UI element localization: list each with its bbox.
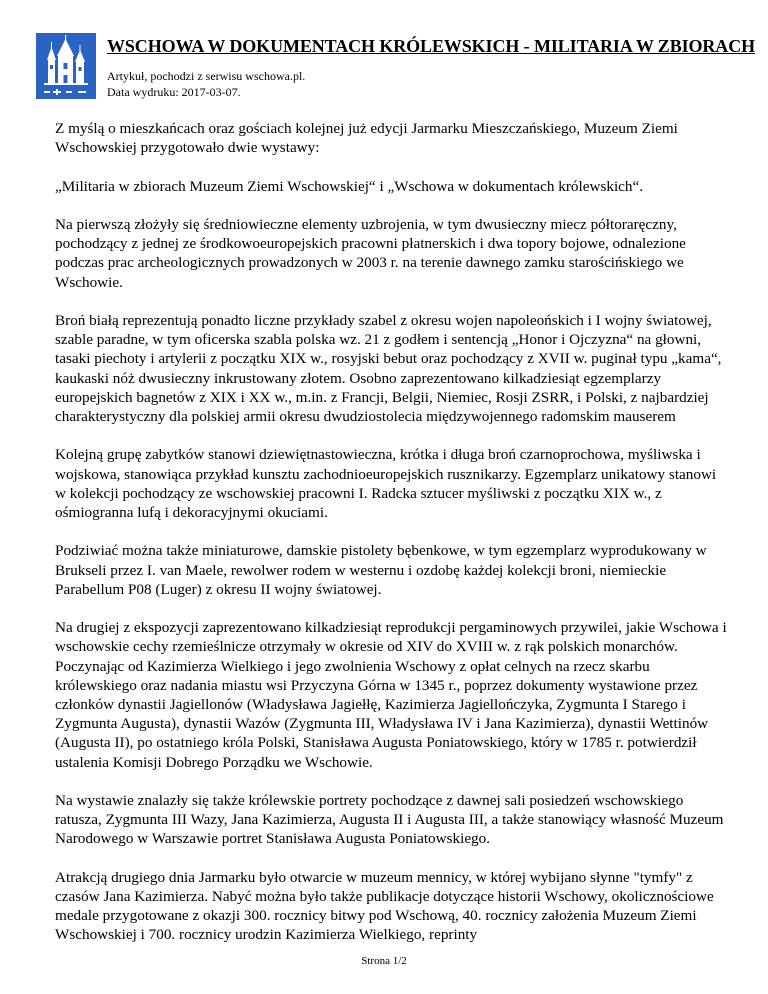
source-line: Artykuł, pochodzi z serwisu wschowa.pl.	[107, 69, 306, 83]
document-meta	[107, 69, 305, 100]
paragraph: Na wystawie znalazły się także królewskie portrety pochodzące z dawnej sali posiedzeń wschowskiego ratusza, Zygmunta III Wazy, Jana Kazimierza, Augusta II i Augusta III, a także stanowiący własność Muzeum Narodowego w Warszawie portret Stanisława Augusta Poniatowskiego.	[55, 792, 724, 848]
paragraph: Z myślą o mieszkańcach oraz gościach kolejnej już edycji Jarmarku Mieszczańskiego, Muzeum Ziemi Wschowskiej przygotowało dwie wystawy:	[55, 120, 678, 157]
print-date: Data wydruku: 2017-03-07.	[107, 84, 241, 99]
paragraph: Podziwiać można także miniaturowe, damskie pistolety bębenkowe, w tym egzemplarz wyprodukowany w Brukseli przez I. van Maele, rewolwer rodem w westernu i ozdobę każdej kolekcji broni, niemieckie Parabellum P08 (Luger) z okresu II wojny światowej.	[55, 542, 707, 598]
document-title: WSCHOWA W DOKUMENTACH KRÓLEWSKICH - MILITARIA W ZBIORACH	[107, 36, 756, 56]
article-body	[55, 119, 727, 964]
paragraph: Broń białą reprezentują ponadto liczne przykłady szabel z okresu wojen napoleońskich i I wojny światowej, szable paradne, w tym oficerska szabla polska wz. 21 z godłem i sentencją „Honor i Ojczyzna“ na głowni, tasaki piechoty i artylerii z początku XIX w., rosyjski bebut oraz pochodzący z XVII w. puginał typu „kama“, kaukaski nóż dwusieczny inkrustowany złotem. Osobno zaprezentowano kilkadziesiąt egzemplarzy europejskich bagnetów z XIX i XX w., m.in. z Francji, Belgii, Niemiec, Rosji ZSRR, i Polski, z najbardziej charakterystyczny dla polskiej armii okresu dwudziostolecia międzywojennego radomskim mauserem	[55, 311, 722, 425]
paragraph: „Militaria w zbiorach Muzeum Ziemi Wschowskiej“ i „Wschowa w dokumentach królewskich“.	[55, 177, 644, 195]
paragraph: Atrakcją drugiego dnia Jarmarku było otwarcie w muzeum mennicy, w której wybijano słynne "tymfy" z czasów Jana Kazimierza. Nabyć można było także publikacje dotyczące historii Wschowy, okolicznościowe medale przygotowane z okazji 300. rocznicy bitwy pod Wschową, 40. rocznicy założenia Muzeum Ziemi Wschowskiej i 700. rocznicy urodzin Kazimierza Wielkiego, reprinty	[55, 868, 714, 944]
paragraph: Na drugiej z ekspozycji zaprezentowano kilkadziesiąt reprodukcji pergaminowych przywilei, jakie Wschowa i wschowskie cechy rzemieślnicze otrzymały w okresie od XIV do XVIII w. z rąk polskich monarchów. Poczynając od Kazimierza Wielkiego i jego zwolnienia Wschowy z opłat celnych na rzecz skarbu królewskiego oraz nadania miastu wsi Przyczyna Górna w 1345 r., poprzez dokumenty wystawione przez członków dynastii Jagiellonów (Władysława Jagiełłę, Kazimierza Jagiellończyka, Zygmunta I Starego i Zygmunta Augusta), dynastii Wazów (Zygmunta III, Władysława IV i Jana Kazimierza), dynastii Wettinów (Augusta II), po ostatniego króla Polski, Stanisława Augusta Poniatowskiego, który w 1785 r. potwierdził ustalenia Komisji Dobrego Porządku we Wschowie.	[55, 619, 727, 771]
paragraph: Kolejną grupę zabytków stanowi dziewiętnastowieczna, krótka i długa broń czarnoprochowa, myśliwska i wojskowa, stanowiąca przykład kunsztu zachodnioeuropejskich rusznikarzy. Egzemplarz unikatowy stanowi w kolekcji pochodzący ze wschowskiej pracowni I. Radcka sztucer myśliwski z początku XIX w., z ośmiogranna lufą i dekoracyjnymi okuciami.	[55, 446, 717, 521]
paragraph: Na pierwszą złożyły się średniowieczne elementy uzbrojenia, w tym dwusieczny miecz półtoraręczny, pochodzący z jednej ze środkowoeuropejskich pracowni płatnerskich i dwa topory bojowe, odnalezione podczas prac archeologicznych prowadzonych w 2003 r. na terenie dawnego zamku starościńskiego we Wschowie.	[55, 215, 686, 291]
wschowa-town-logo-icon	[36, 33, 96, 99]
page-number: Strona 1/2	[361, 955, 407, 967]
